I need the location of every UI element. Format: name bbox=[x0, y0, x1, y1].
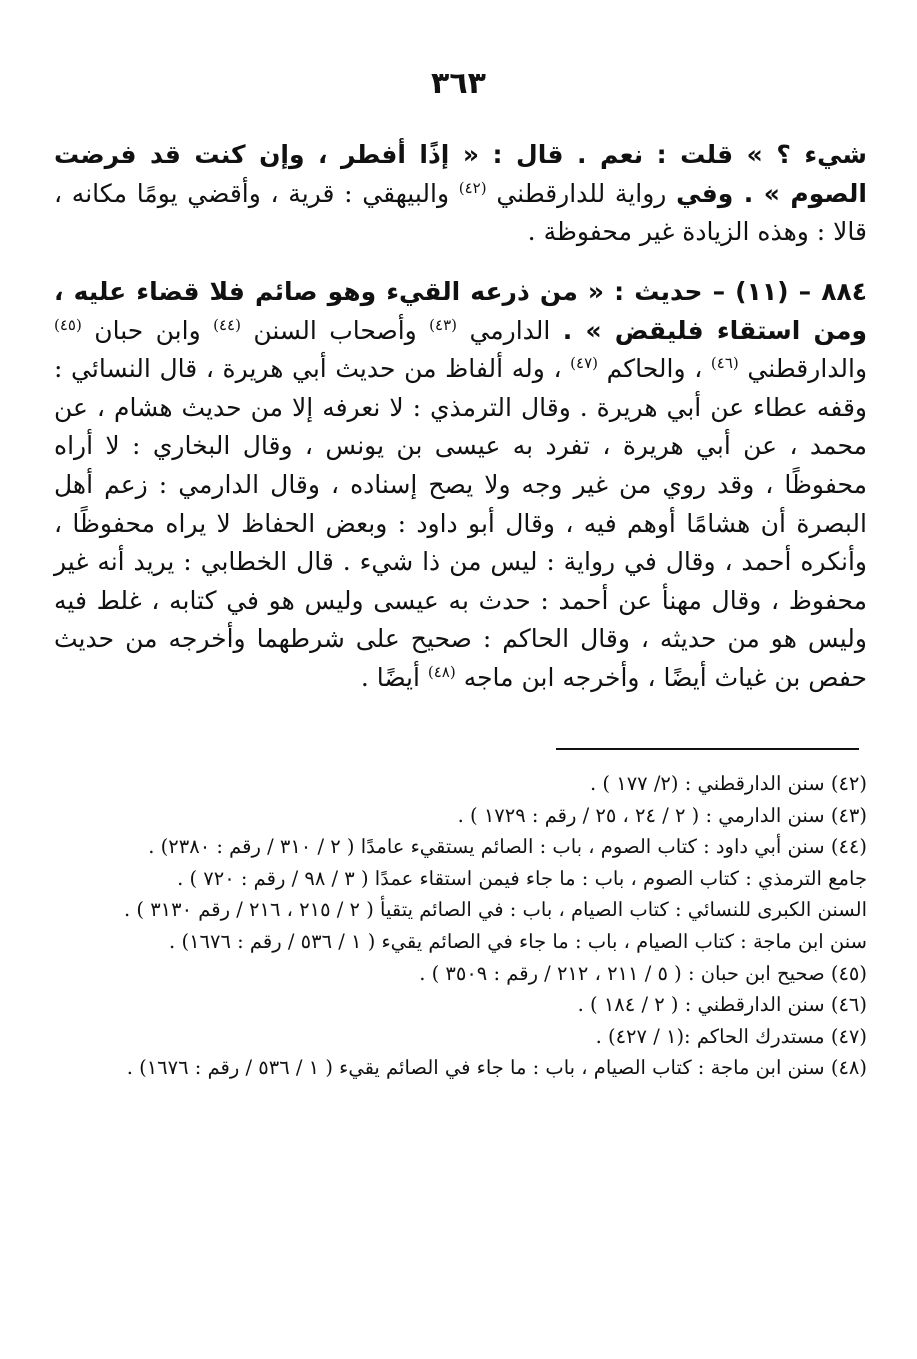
footnote-ref-45[interactable]: (٤٥) bbox=[54, 315, 82, 334]
footnote-ref-47[interactable]: (٤٧) bbox=[570, 354, 598, 373]
footnote-42: (٤٢) سنن الدارقطني : (٢/ ١٧٧ ) . bbox=[590, 772, 867, 795]
text-run: وابن حبان bbox=[94, 315, 201, 345]
footnote-47: (٤٧) مستدرك الحاكم :(١ / ٤٢٧) . bbox=[595, 1024, 867, 1048]
paragraph-hadith-884 bbox=[54, 273, 867, 698]
footnote-43: (٤٣) سنن الدارمي : ( ٢ / ٢٤ ، ٢٥ / رقم : ١٧٢٩ ) . bbox=[457, 803, 867, 827]
text-run: الدارمي bbox=[469, 315, 551, 345]
text-run: رواية للدارقطني bbox=[496, 178, 667, 208]
text-run: ، وله ألفاظ من حديث أبي هريرة ، قال النسائي : وقفه عطاء عن أبي هريرة . وقال الترمذي : لا نعرفه إلا من حديث هشام ، عن محمد ، عن أبي هريرة ، تفرد به عيسى بن يونس ، وقال البخاري : لا أراه محفوظًا ، وقد روي من غير وجه ولا يصح إسناده ، وقال الدارمي : زعم أهل البصرة أن هشامًا أوهم فيه ، وقال أبو داود : وبعض الحفاظ لا يراه محفوظًا ، وأنكره أحمد ، وقال في رواية : ليس من ذا شيء . قال الخطابي : يريد أنه غير محفوظ ، وقال مهنأ عن أحمد : حدث به عيسى وليس هو في كتابه ، غلط فيه وليس هو من حديثه ، وقال الحاكم : صحيح على شرطهما وأخرجه من حديث حفص بن غياث أيضًا ، وأخرجه ابن ماجه bbox=[54, 354, 867, 692]
footnote-44: (٤٤) سنن أبي داود : كتاب الصوم ، باب : الصائم يستقيء عامدًا ( ٢ / ٣١٠ / رقم : ٢٣٨٠) . bbox=[148, 835, 867, 859]
text-run: وأصحاب السنن bbox=[253, 315, 417, 345]
text-run: ، والحاكم bbox=[606, 354, 703, 384]
footnote-44-nasai: السنن الكبرى للنسائي : كتاب الصيام ، باب : في الصائم يتقيأ ( ٢ / ٢١٥ ، ٢١٦ / رقم ٣١٣٠ ) . bbox=[124, 898, 867, 922]
text-run: أيضًا . bbox=[360, 662, 420, 692]
footnotes bbox=[54, 768, 867, 1084]
footnote-44-tirmidhi: جامع الترمذي : كتاب الصوم ، باب : ما جاء فيمن استقاء عمدًا ( ٣ / ٩٨ / رقم : ٧٢٠ ) . bbox=[177, 866, 867, 890]
footnote-ref-42[interactable]: (٤٢) bbox=[458, 178, 487, 197]
paragraph-hadith-continuation bbox=[54, 136, 867, 252]
text-run: والبيهقي : قرية ، وأقضي يومًا مكانه ، قالا : وهذه الزيادة غير محفوظة . bbox=[54, 178, 867, 247]
footnote-ref-48[interactable]: (٤٨) bbox=[427, 662, 456, 681]
footnote-ref-46[interactable]: (٤٦) bbox=[710, 354, 739, 373]
footnote-ref-44[interactable]: (٤٤) bbox=[213, 315, 241, 334]
footnote-46: (٤٦) سنن الدارقطني : ( ٢ / ١٨٤ ) . bbox=[577, 993, 867, 1017]
footnote-ref-43[interactable]: (٤٣) bbox=[429, 315, 458, 334]
text-run: والدارقطني bbox=[747, 354, 868, 384]
footnote-44-ibn-majah: سنن ابن ماجة : كتاب الصيام ، باب : ما جاء في الصائم يقيء ( ١ / ٥٣٦ / رقم : ١٦٧٦) . bbox=[169, 929, 867, 953]
hadith-quote-bold: شيء ؟ » قلت : نعم . قال : « إذًا أفطر ، وإن كنت قد فرضت الصوم » . وفي bbox=[54, 140, 868, 208]
footnote-45: (٤٥) صحيح ابن حبان : ( ٥ / ٢١١ ، ٢١٢ / رقم : ٣٥٠٩ ) . bbox=[419, 961, 867, 985]
page-number: ٣٦٣ bbox=[431, 66, 486, 101]
footnote-48: (٤٨) سنن ابن ماجة : كتاب الصيام ، باب : ما جاء في الصائم يقيء ( ١ / ٥٣٦ / رقم : ١٦٧٦) . bbox=[126, 1056, 867, 1080]
footnote-divider bbox=[556, 748, 859, 750]
hadith-heading-bold: ٨٨٤ – (١١) – حديث : « من ذرعه القيء وهو صائم فلا قضاء عليه ، ومن استقاء فليقض » . bbox=[54, 277, 868, 345]
